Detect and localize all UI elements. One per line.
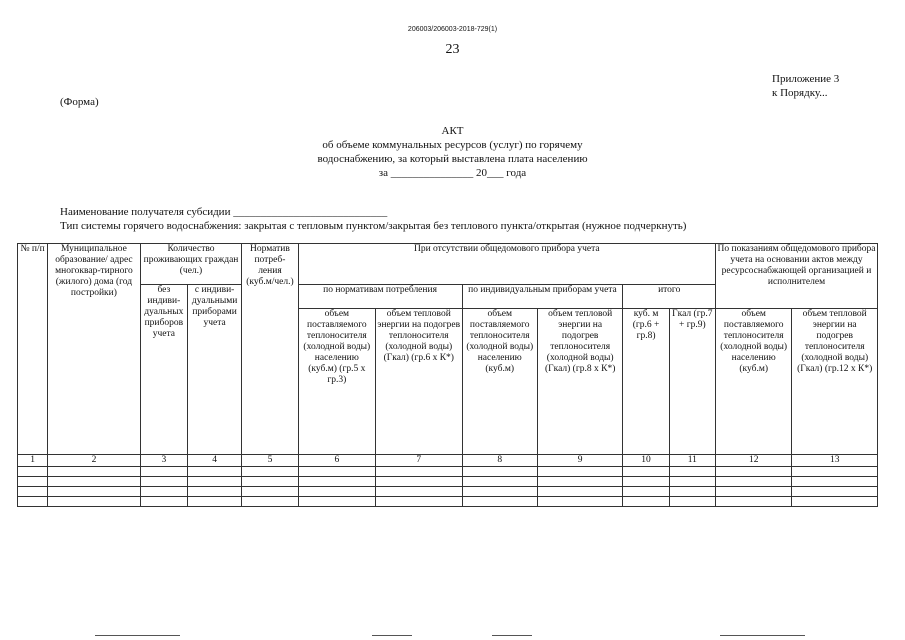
header-norm: Норматив потреб-ления (куб.м/чел.)	[242, 244, 298, 455]
appendix-line-1: Приложение 3	[772, 73, 840, 85]
header-residents-without: без индиви-дуальных приборов учета	[140, 285, 187, 455]
header-col-9: объем тепловой энергии на подогрев теплоносителя (холодной воды) (Гкал) (гр.8 х К*)	[537, 309, 622, 455]
system-type-field: Тип системы горячего водоснабжения: закрытая с тепловым пунктом/закрытая без теплового пункта/открытая (нужное подчеркнуть)	[60, 220, 687, 232]
column-number: 5	[242, 455, 298, 467]
title-line-3: водоснабжению, за который выставлена плата населению	[317, 153, 588, 165]
column-number: 6	[298, 455, 375, 467]
header-total: итого	[623, 285, 716, 309]
appendix-reference	[772, 72, 839, 100]
table-row	[18, 477, 878, 487]
column-number: 8	[462, 455, 537, 467]
header-col-12: объем поставляемого теплоносителя (холодной воды) населению (куб.м)	[715, 309, 791, 455]
header-residents: Количество проживающих граждан (чел.)	[140, 244, 242, 285]
table-row	[18, 497, 878, 507]
title-line-1: АКТ	[441, 125, 464, 137]
column-number: 4	[187, 455, 241, 467]
scan-artifact	[95, 635, 180, 636]
document-id: 206003/206003-2018-729(1)	[407, 26, 498, 33]
scan-artifact	[720, 635, 805, 636]
column-number: 11	[669, 455, 715, 467]
column-number: 7	[376, 455, 462, 467]
header-col-6: объем поставляемого теплоносителя (холодной воды) населению (куб.м) (гр.5 х гр.3)	[298, 309, 375, 455]
column-number: 13	[792, 455, 878, 467]
header-residents-with: с индиви-дуальными приборами учета	[187, 285, 241, 455]
scan-artifact	[492, 635, 532, 636]
header-col-11: Гкал (гр.7 + гр.9)	[669, 309, 715, 455]
recipient-field: Наименование получателя субсидии ____________________________	[60, 206, 388, 218]
title-line-2: об объеме коммунальных ресурсов (услуг) по горячему	[322, 139, 583, 151]
table-row	[18, 487, 878, 497]
header-col-13: объем тепловой энергии на подогрев теплоносителя (холодной воды) (Гкал) (гр.12 х К*)	[792, 309, 878, 455]
column-number: 3	[140, 455, 187, 467]
scan-artifact	[372, 635, 412, 636]
header-col-8: объем поставляемого теплоносителя (холодной воды) населению (куб.м)	[462, 309, 537, 455]
title-line-4: за _______________ 20___ года	[378, 167, 527, 179]
appendix-line-2: к Порядку...	[772, 87, 828, 99]
column-number: 2	[48, 455, 141, 467]
page-number: 23	[445, 42, 460, 57]
form-label: (Форма)	[60, 96, 99, 108]
act-table	[17, 243, 878, 507]
header-col-10: куб. м (гр.6 + гр.8)	[623, 309, 669, 455]
table-row	[18, 467, 878, 477]
header-col-7: объем тепловой энергии на подогрев теплоносителя (холодной воды) (Гкал) (гр.6 х К*)	[376, 309, 462, 455]
header-by-individual: по индивидуальным приборам учета	[462, 285, 623, 309]
column-number-row	[18, 455, 878, 467]
column-number: 9	[537, 455, 622, 467]
header-num: № п/п	[18, 244, 48, 455]
header-no-common-meter: При отсутствии общедомового прибора учета	[298, 244, 715, 285]
column-number: 10	[623, 455, 669, 467]
column-number: 12	[715, 455, 791, 467]
header-building: Муниципальное образование/ адрес многоквар-тирного (жилого) дома (год постройки)	[48, 244, 141, 455]
document-title	[0, 124, 905, 180]
header-by-common-meter: По показаниям общедомового прибора учета на основании актов между ресурсоснабжающей организацией и исполнителем	[715, 244, 877, 309]
column-number: 1	[18, 455, 48, 467]
header-by-norm: по нормативам потребления	[298, 285, 462, 309]
